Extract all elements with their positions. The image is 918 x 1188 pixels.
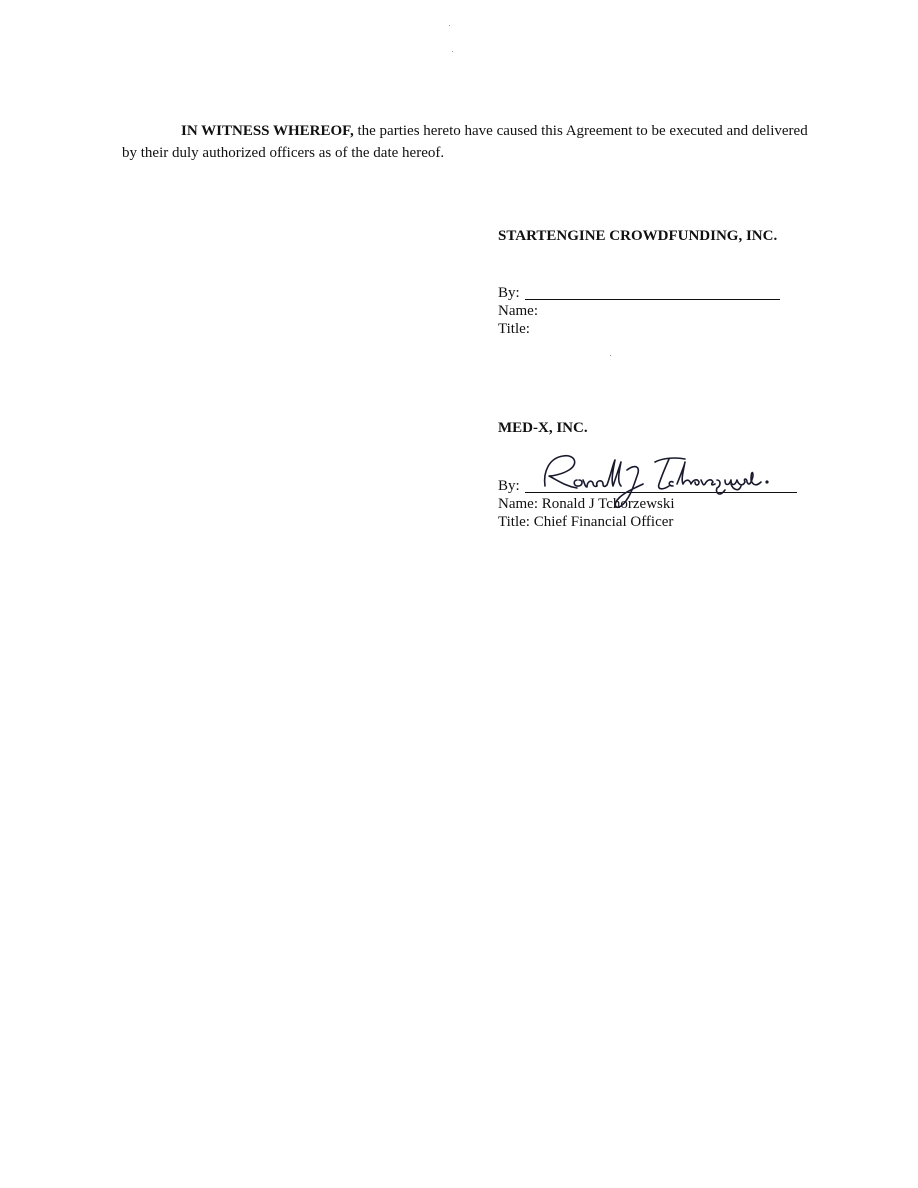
startengine-by-row (498, 286, 788, 304)
startengine-signature-block (498, 229, 777, 244)
startengine-by-label: By: (498, 285, 520, 301)
witness-lead: IN WITNESS WHEREOF, (181, 123, 354, 139)
startengine-name-label: Name: (498, 303, 538, 319)
medx-by-label: By: (498, 478, 520, 494)
medx-name-value: Name: Ronald J Tchorzewski (498, 496, 675, 512)
startengine-title-label: Title: (498, 321, 530, 337)
medx-company-name: MED-X, INC. (498, 420, 588, 436)
scan-speck (610, 355, 611, 356)
medx-title-value: Title: Chief Financial Officer (498, 514, 674, 530)
scan-speck (452, 51, 453, 52)
witness-text: the parties hereto have caused this Agreement to be executed and delivered by their duly authorized officers as of the date hereof. (122, 123, 808, 161)
startengine-title-row (498, 322, 788, 340)
startengine-company-name: STARTENGINE CROWDFUNDING, INC. (498, 228, 778, 244)
startengine-signature-line (525, 299, 780, 300)
medx-signature-block (498, 421, 588, 436)
handwritten-signature (535, 450, 775, 520)
scan-speck (449, 25, 450, 26)
startengine-name-row (498, 304, 788, 322)
startengine-fields (498, 286, 788, 340)
witness-clause (122, 120, 812, 164)
